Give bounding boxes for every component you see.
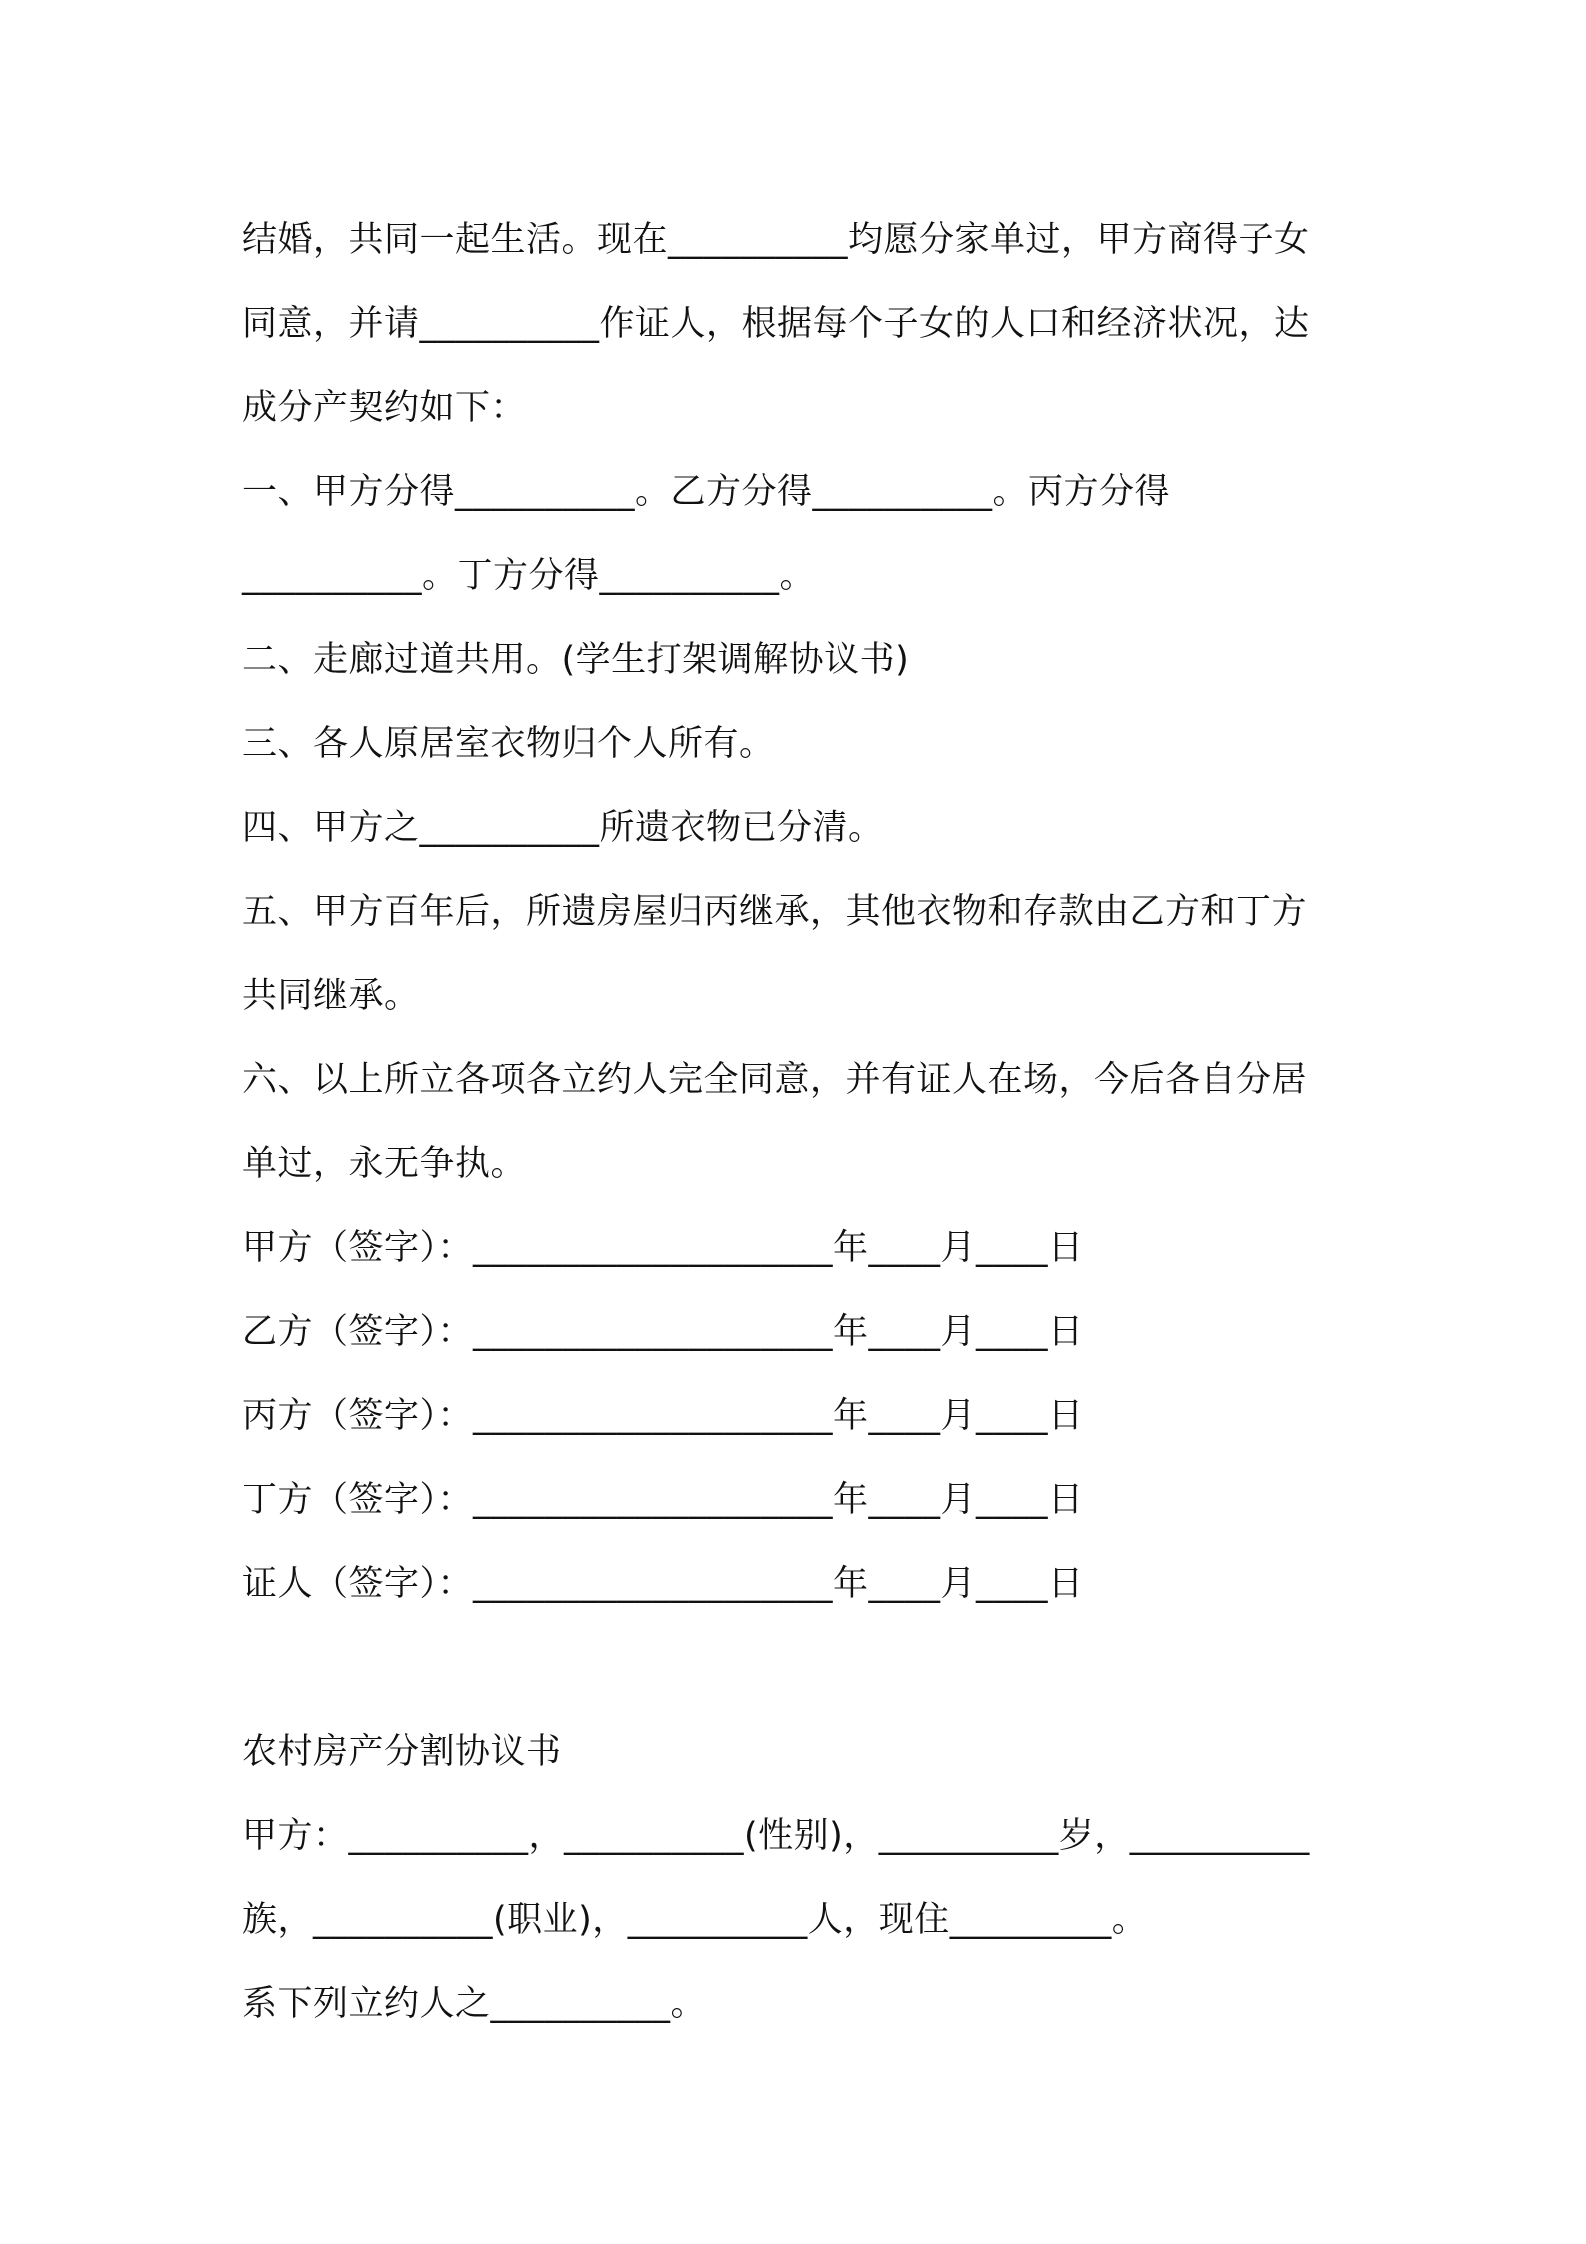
signature-line-party-d: 丁方（签字）：____________________年____月____日 xyxy=(242,1480,1084,1520)
signature-line-party-b: 乙方（签字）：____________________年____月____日 xyxy=(242,1312,1084,1352)
party-info-line: 族，__________(职业)，__________人，现住_________。 xyxy=(242,1900,1148,1940)
signature-line-witness: 证人（签字）：____________________年____月____日 xyxy=(242,1564,1084,1604)
clause-5-line: 五、甲方百年后，所遗房屋归丙继承，其他衣物和存款由乙方和丁方 xyxy=(242,892,1308,932)
paragraph-line: 成分产契约如下： xyxy=(242,388,527,428)
clause-5-line: 共同继承。 xyxy=(242,976,420,1016)
clause-2-line: 二、走廊过道共用。(学生打架调解协议书) xyxy=(242,640,910,680)
party-info-line: 甲方：__________，__________(性别)，__________岁，__________ xyxy=(242,1816,1310,1856)
paragraph-line: 结婚，共同一起生活。现在__________均愿分家单过，甲方商得子女 xyxy=(242,220,1310,260)
paragraph-line: 同意，并请__________作证人，根据每个子女的人口和经济状况，达 xyxy=(242,304,1310,344)
clause-3-line: 三、各人原居室衣物归个人所有。 xyxy=(242,724,775,764)
clause-6-line: 六、以上所立各项各立约人完全同意，并有证人在场，今后各自分居 xyxy=(242,1060,1308,1100)
clause-1-line: __________。丁方分得__________。 xyxy=(242,556,816,596)
relation-line: 系下列立约人之__________。 xyxy=(242,1984,707,2024)
clause-4-line: 四、甲方之__________所遗衣物已分清。 xyxy=(242,808,884,848)
signature-line-party-a: 甲方（签字）：____________________年____月____日 xyxy=(242,1228,1084,1268)
section-title: 农村房产分割协议书 xyxy=(242,1732,562,1772)
document-page xyxy=(242,198,1362,2046)
clause-6-line: 单过，永无争执。 xyxy=(242,1144,527,1184)
signature-line-party-c: 丙方（签字）：____________________年____月____日 xyxy=(242,1396,1084,1436)
section-spacer xyxy=(242,1626,1362,1710)
clause-1-line: 一、甲方分得__________。乙方分得__________。丙方分得 xyxy=(242,472,1171,512)
